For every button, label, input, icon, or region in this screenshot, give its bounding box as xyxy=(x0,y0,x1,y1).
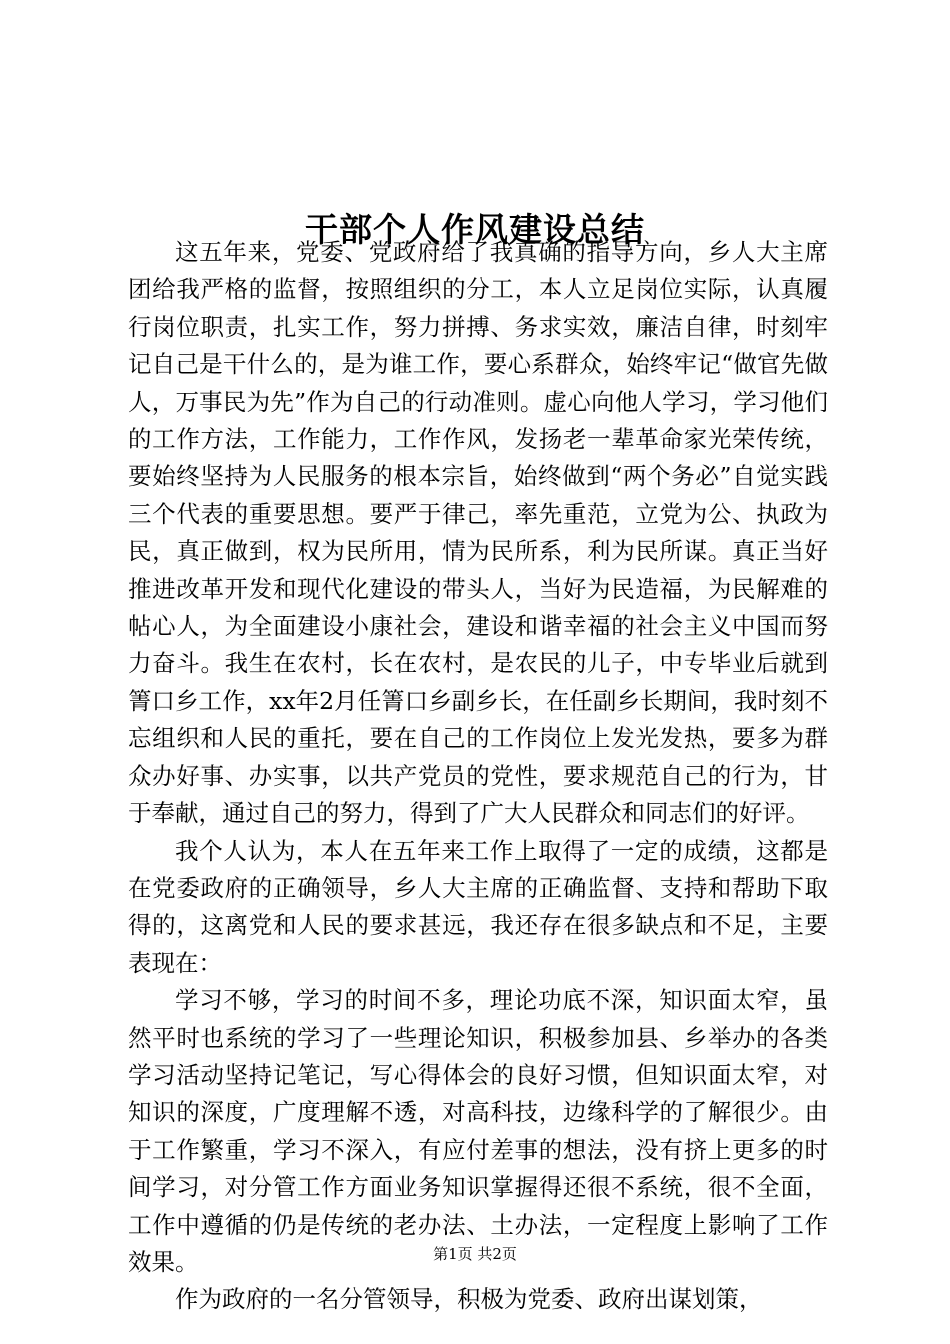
document-title: 干部个人作风建设总结 xyxy=(305,210,645,250)
paragraph-1: 这五年来，党委、党政府给了我真确的指导方向，乡人大主席团给我严格的监督，按照组织的分工，本人立足岗位实际，认真履行岗位职责，扎实工作，努力拼搏、务求实效，廉洁自律，时刻牢记自己是干什么的，是为谁工作，要心系群众，始终牢记“做官先做人，万事民为先”作为自己的行动准则。虚心向他人学习，学习他们的工作方法，工作能力，工作作风，发扬老一辈革命家光荣传统，要始终坚持为人民服务的根本宗旨，始终做到“两个务必”自觉实践三个代表的重要思想。要严于律己，率先重范，立党为公、执政为民，真正做到，权为民所用，情为民所系，利为民所谋。真正当好推进改革开发和现代化建设的带头人，当好为民造福，为民解难的帖心人，为全面建设小康社会，建设和谐幸福的社会主义中国而努力奋斗。我生在农村，长在农村，是农民的儿子，中专毕业后就到箐口乡工作，xx年2月任箐口乡副乡长，在任副乡长期间，我时刻不忘组织和人民的重托，要在自己的工作岗位上发光发热，要多为群众办好事、办实事，以共产党员的党性，要求规范自己的行为，甘于奉献，通过自己的努力，得到了广大人民群众和同志们的好评。 xyxy=(128,238,828,828)
page-number-footer: 第1页 共2页 xyxy=(433,1245,517,1263)
paragraph-3: 学习不够，学习的时间不多，理论功底不深，知识面太窄，虽然平时也系统的学习了一些理论知识，积极参加县、乡举办的各类学习活动坚持记笔记，写心得体会的良好习惯，但知识面太窄，对知识的深度，广度理解不透，对高科技，边缘科学的了解很少。由于工作繁重，学习不深入，有应付差事的想法，没有挤上更多的时间学习，对分管工作方面业务知识掌握得还很不系统，很不全面，工作中遵循的仍是传统的老办法、土办法，一定程度上影响了工作效果。 xyxy=(128,986,828,1276)
paragraph-4: 作为政府的一名分管领导，积极为党委、政府出谋划策， xyxy=(175,1285,763,1314)
document-body xyxy=(128,234,828,1319)
paragraph-2: 我个人认为，本人在五年来工作上取得了一定的成绩，这都是在党委政府的正确领导，乡人大主席的正确监督、支持和帮助下取得的，这离党和人民的要求甚远，我还存在很多缺点和不足，主要表现在： xyxy=(128,836,828,977)
